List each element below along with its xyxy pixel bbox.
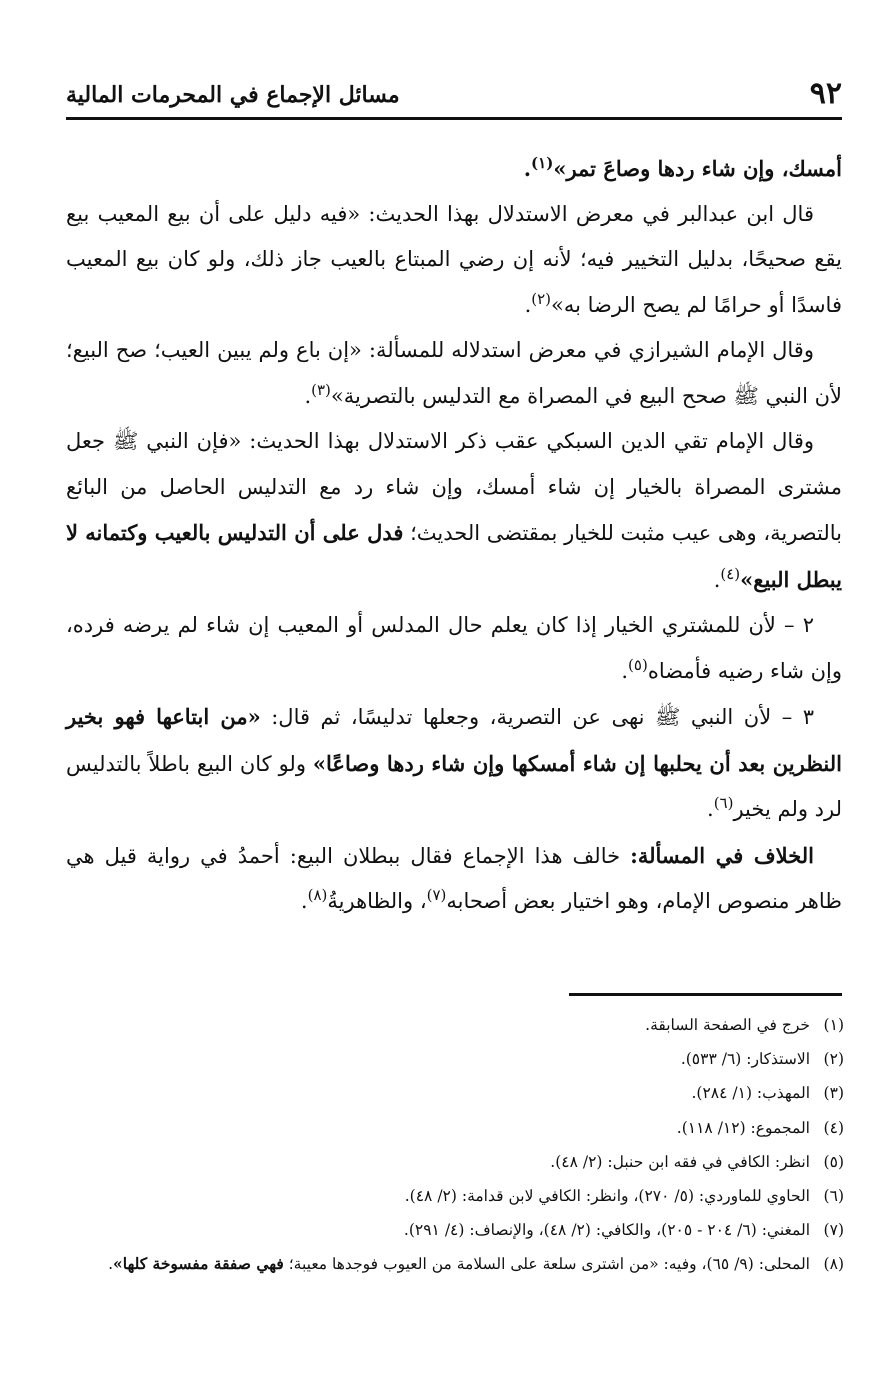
page-number: ٩٢	[809, 76, 842, 111]
paragraph-6-end: .	[707, 797, 714, 821]
paragraph-6-bold: «من ابتاعها فهو بخير النظرين بعد أن يحلبها إن شاء أمسكها وإن شاء ردها وصاعًا»	[66, 704, 842, 776]
footnote-text: المهذب: (١/ ٢٨٤).	[691, 1084, 810, 1103]
paragraph-1-end: .	[523, 156, 532, 181]
footnote-mark-1: (١)	[531, 154, 554, 172]
paragraph-7-end: .	[300, 889, 308, 913]
paragraph-6-text-2: ولو كان البيع باطلاً بالتدليس لرد ولم يخير	[66, 751, 842, 821]
footnote-separator	[569, 993, 842, 996]
footnote-text: المغني: (٦/ ٢٠٤ - ٢٠٥)، والكافي: (٢/ ٤٨)، والإنصاف: (٤/ ٢٩١).	[403, 1221, 810, 1240]
footnote-8	[66, 1247, 844, 1281]
footnote-5	[66, 1145, 844, 1179]
running-header	[66, 72, 842, 120]
footnote-number: (١)	[823, 1016, 844, 1034]
footnote-mark-4: (٤)	[720, 564, 741, 583]
paragraph-6-text: ٣ – لأن النبي ﷺ نهى عن التصرية، وجعلها تدليسًا، ثم قال:	[271, 705, 814, 729]
footnote-mark-2: (٢)	[531, 289, 552, 308]
paragraph-5-end: .	[621, 658, 629, 683]
footnote-4	[66, 1111, 844, 1145]
paragraph-4	[66, 419, 842, 603]
footnote-number: (٢)	[823, 1050, 844, 1069]
paragraph-1-text: أمسك، وإن شاء ردها وصاعَ تمر»	[553, 156, 842, 181]
footnote-1	[66, 1008, 844, 1042]
footnote-end: .	[108, 1255, 114, 1274]
footnote-2	[66, 1042, 844, 1076]
footnotes	[66, 1008, 844, 1282]
footnote-6	[66, 1179, 844, 1213]
footnote-text: خرج في الصفحة السابقة.	[645, 1016, 810, 1034]
footnote-7	[66, 1213, 844, 1247]
paragraph-4-text: وقال الإمام تقي الدين السبكي عقب ذكر الاستدلال بهذا الحديث: «فإن النبي ﷺ جعل مشترى المصراة بالخيار إن شاء أمسك، وإن شاء رد مع التدليس الحاصل من البائع بالتصرية، وهى عيب مثبت للخيار بمقتضى الحديث؛	[66, 429, 842, 545]
footnote-mark-8: (٨)	[307, 886, 328, 904]
footnote-text: الحاوي للماوردي: (٥/ ٢٧٠)، وانظر: الكافي لابن قدامة: (٢/ ٤٨).	[404, 1187, 810, 1206]
running-title: مسائل الإجماع في المحرمات المالية	[66, 82, 400, 108]
paragraph-4-bold: فدل على أن التدليس بالعيب وكتمانه لا يبطل البيع»	[66, 520, 842, 592]
paragraph-5	[66, 603, 842, 694]
paragraph-2	[66, 192, 842, 329]
footnote-number: (٦)	[823, 1187, 844, 1206]
paragraph-7-text-2: ، والظاهريةُ	[327, 889, 427, 913]
footnote-text-bold: فهي صفقة مفسوخة كلها»	[113, 1254, 284, 1274]
footnote-text: الاستذكار: (٦/ ٥٣٣).	[680, 1050, 810, 1069]
paragraph-4-end: .	[713, 567, 721, 592]
paragraph-3-text: وقال الإمام الشيرازي في معرض استدلاله للمسألة: «إن باع ولم يبين العيب؛ صح البيع؛ لأن النبي ﷺ صحح البيع في المصراة مع التدليس بالتصرية»	[66, 338, 842, 408]
footnote-mark-6: (٦)	[713, 794, 734, 812]
footnote-text: المحلى: (٩/ ٦٥)، وفيه: «من اشترى سلعة على السلامة من العيوب فوجدها معيبة؛	[288, 1255, 810, 1274]
paragraph-2-text: قال ابن عبدالبر في معرض الاستدلال بهذا الحديث: «فيه دليل على أن بيع المعيب بيع يقع صحيحًا، بدليل التخيير فيه؛ لأنه إن رضي المبتاع بالعيب جاز ذلك، ولو كان بيع المعيب فاسدًا أو حرامًا لم يصح الرضا به»	[66, 201, 842, 317]
paragraph-7	[66, 833, 842, 925]
footnote-mark-3: (٣)	[311, 380, 331, 399]
paragraph-3	[66, 328, 842, 419]
footnote-text: المجموع: (١٢/ ١١٨).	[676, 1118, 810, 1137]
footnote-number: (٧)	[823, 1221, 844, 1240]
footnote-number: (٣)	[823, 1084, 844, 1103]
paragraph-5-text: ٢ – لأن للمشتري الخيار إذا كان يعلم حال المدلس أو المعيب إن شاء لم يرضه فرده، وإن شاء رضيه فأمضاه	[66, 613, 842, 683]
paragraph-1	[66, 146, 842, 192]
footnote-mark-7: (٧)	[426, 886, 447, 904]
footnote-3	[66, 1076, 844, 1110]
footnote-number: (٥)	[823, 1152, 844, 1171]
paragraph-6	[66, 694, 842, 833]
footnote-number: (٨)	[823, 1255, 844, 1274]
paragraph-3-end: .	[304, 383, 312, 408]
footnote-text: انظر: الكافي في فقه ابن حنبل: (٢/ ٤٨).	[550, 1152, 810, 1171]
paragraph-7-text: خالف هذا الإجماع فقال ببطلان البيع: أحمدُ في رواية قيل هي ظاهر منصوص الإمام، وهو اختيار بعض أصحابه	[66, 843, 842, 913]
section-heading-disagreement: الخلاف في المسألة:	[630, 842, 815, 868]
paragraph-2-end: .	[524, 292, 532, 317]
footnote-mark-5: (٥)	[628, 655, 648, 674]
footnote-number: (٤)	[823, 1118, 844, 1137]
main-text	[66, 146, 842, 925]
